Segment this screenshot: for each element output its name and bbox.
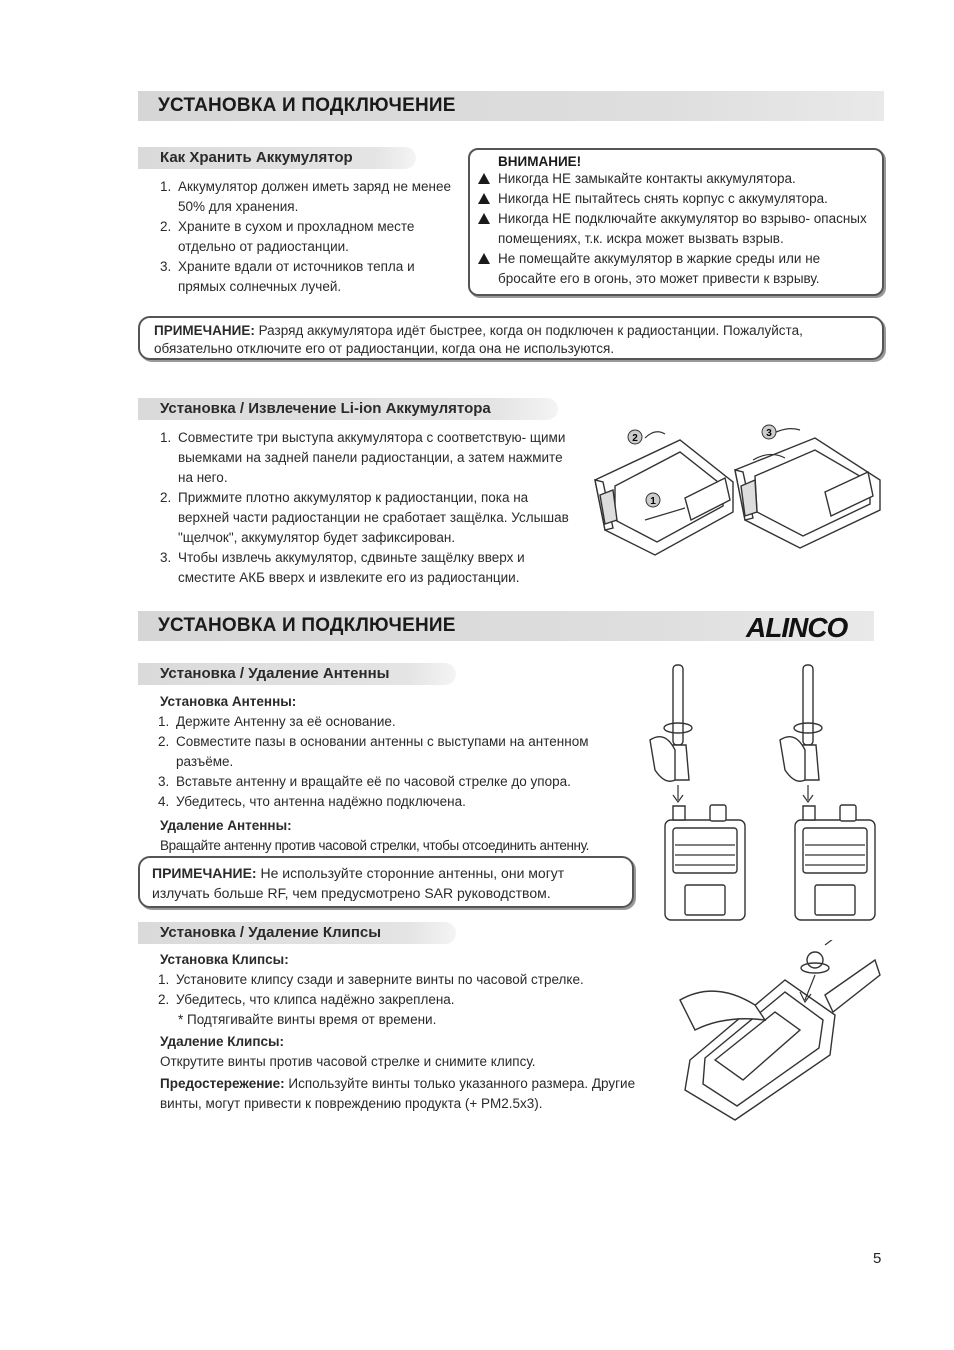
- warning-title: ВНИМАНИЕ!: [498, 154, 582, 169]
- section-header: УСТАНОВКА И ПОДКЛЮЧЕНИЕ: [138, 91, 884, 121]
- antenna-item-number: 3.: [158, 774, 170, 789]
- antenna-illustration: [645, 660, 880, 925]
- clip-item-number: 1.: [158, 972, 170, 987]
- fig-label-3: 3: [766, 428, 772, 439]
- warning-triangle-icon: [478, 173, 490, 184]
- antenna-item-text: Совместите пазы в основании антенны с выступами на антенном разъёме.: [176, 734, 589, 769]
- warning-item-text: Никогда НЕ замыкайте контакты аккумулятора.: [498, 171, 796, 186]
- antenna-remove-text: Вращайте антенну против часовой стрелки, чтобы отсоединить антенну.: [160, 838, 589, 853]
- clip-caution-label: Предостережение:: [160, 1076, 285, 1091]
- warning-item-text: Не помещайте аккумулятор в жаркие среды или не бросайте его в огонь, это может привести к взрыву.: [498, 251, 821, 286]
- note-label: ПРИМЕЧАНИЕ:: [154, 323, 255, 338]
- clip-item-number: 2.: [158, 992, 170, 1007]
- antenna-item-number: 1.: [158, 714, 170, 729]
- antenna-item-text: Убедитесь, что антенна надёжно подключена.: [176, 794, 466, 809]
- storage-item-number: 1.: [160, 179, 172, 194]
- warning-box: [468, 148, 884, 296]
- antenna-item: [158, 712, 638, 732]
- battery-install-item: [160, 428, 580, 488]
- note-box-2: [138, 856, 634, 908]
- storage-item-number: 3.: [160, 259, 172, 274]
- page-number: 5: [873, 1250, 882, 1267]
- storage-item-number: 2.: [160, 219, 172, 234]
- warning-item: [478, 169, 874, 189]
- warning-triangle-icon: [478, 253, 490, 264]
- section-header-2: УСТАНОВКА И ПОДКЛЮЧЕНИЕ: [138, 611, 874, 641]
- battery-install-item-text: Прижмите плотно аккумулятор к радиостанции, пока на верхней части радиостанции не сработает защёлка. Услышав "щелчок", аккумулятор будет зафиксирован.: [178, 490, 569, 545]
- clip-item: [158, 970, 650, 990]
- antenna-remove-title: Удаление Антенны:: [160, 818, 292, 833]
- clip-item: [158, 990, 650, 1010]
- storage-item: [160, 217, 455, 257]
- clip-item-text: Убедитесь, что клипса надёжно закреплена.: [176, 992, 455, 1007]
- clip-caution-text: Используйте винты только указанного размера. Другие винты, могут привести к повреждению продукта (+ PM2.5x3).: [160, 1076, 636, 1111]
- battery-install-list: [160, 428, 580, 588]
- storage-item-text: Храните вдали от источников тепла и прямых солнечных лучей.: [178, 259, 415, 294]
- warning-item-text: Никогда НЕ подключайте аккумулятор во взрыво- опасных помещениях, т.к. искра может вызвать взрыв.: [498, 211, 867, 246]
- storage-item-text: Аккумулятор должен иметь заряд не менее 50% для хранения.: [178, 179, 451, 214]
- storage-title: Как Хранить Аккумулятор: [138, 147, 416, 169]
- antenna-item-text: Вставьте антенну и вращайте её по часовой стрелке до упора.: [176, 774, 571, 789]
- warning-triangle-icon: [478, 213, 490, 224]
- antenna-item-number: 4.: [158, 794, 170, 809]
- clip-section: [160, 950, 650, 1114]
- storage-list: [160, 177, 455, 297]
- battery-install-item-number: 1.: [160, 430, 172, 445]
- clip-item-text: Установите клипсу сзади и заверните винты по часовой стрелке.: [176, 972, 584, 987]
- battery-install-item-text: Совместите три выступа аккумулятора с соответствую- щими выемками на задней панели радиостанции, а затем нажмите на него.: [178, 430, 566, 485]
- antenna-item: [158, 772, 638, 792]
- fig-label-1: 1: [650, 496, 656, 507]
- note-text-2: Не используйте сторонние антенны, они могут излучать больше RF, чем предусмотрено SAR руководством.: [152, 865, 565, 901]
- note-box: [138, 316, 884, 360]
- note-text: Разряд аккумулятора идёт быстрее, когда он подключен к радиостанции. Пожалуйста, обязательно отключите его от радиостанции, когда она не используются.: [154, 323, 803, 356]
- antenna-install-title: Установка Антенны:: [160, 694, 297, 709]
- antenna-section: [160, 692, 638, 856]
- battery-install-item-number: 3.: [160, 550, 172, 565]
- alinco-logo: ALINCO: [746, 612, 848, 643]
- antenna-item: [158, 732, 638, 772]
- storage-item-text: Храните в сухом и прохладном месте отдельно от радиостанции.: [178, 219, 415, 254]
- storage-item: [160, 257, 455, 297]
- battery-install-item: [160, 548, 580, 588]
- clip-illustration: [675, 940, 885, 1125]
- battery-install-item-number: 2.: [160, 490, 172, 505]
- fig-label-2: 2: [632, 433, 638, 444]
- warning-item: [478, 189, 874, 209]
- antenna-title: Установка / Удаление Антенны: [138, 663, 456, 685]
- antenna-item-number: 2.: [158, 734, 170, 749]
- battery-install-title: Установка / Извлечение Li-ion Аккумулятора: [138, 398, 558, 420]
- clip-remove-title: Удаление Клипсы:: [160, 1034, 285, 1049]
- note-label-2: ПРИМЕЧАНИЕ:: [152, 865, 257, 881]
- antenna-item-text: Держите Антенну за её основание.: [176, 714, 396, 729]
- warning-item-text: Никогда НЕ пытайтесь снять корпус с аккумулятора.: [498, 191, 828, 206]
- warning-list: [478, 169, 874, 289]
- battery-install-item-text: Чтобы извлечь аккумулятор, сдвиньте защёлку вверх и сместите АКБ вверх и извлеките его из радиостанции.: [178, 550, 525, 585]
- antenna-item: [158, 792, 638, 812]
- battery-install-item: [160, 488, 580, 548]
- warning-triangle-icon: [478, 193, 490, 204]
- warning-item: [478, 249, 874, 289]
- clip-title: Установка / Удаление Клипсы: [138, 922, 456, 944]
- clip-tip: * Подтягивайте винты время от времени.: [178, 1012, 437, 1027]
- clip-remove-text: Открутите винты против часовой стрелке и снимите клипсу.: [160, 1054, 536, 1069]
- storage-item: [160, 177, 455, 217]
- warning-item: [478, 209, 874, 249]
- battery-install-illustration: [585, 420, 885, 560]
- clip-install-title: Установка Клипсы:: [160, 952, 289, 967]
